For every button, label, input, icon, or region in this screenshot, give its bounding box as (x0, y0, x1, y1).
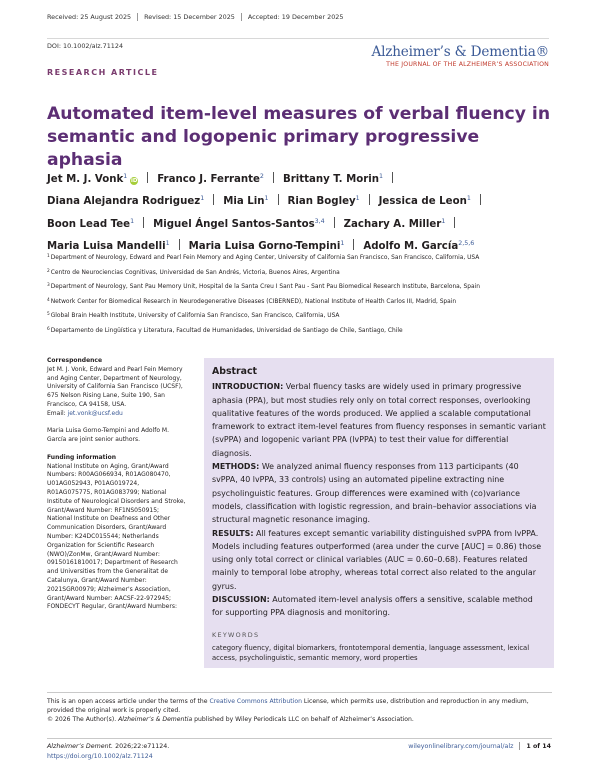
orcid-icon[interactable]: iD (131, 178, 138, 184)
sidebar-notes (47, 357, 197, 612)
funding-line: Institute of Neurological Disorders and Stroke, (47, 497, 186, 505)
divider (241, 13, 242, 21)
journal-logo[interactable] (372, 44, 550, 68)
page-info (408, 742, 551, 750)
author[interactable]: Mia Lin$^1$ (223, 195, 269, 208)
divider (519, 742, 520, 750)
divider (147, 172, 148, 183)
keywords: category fluency, digital biomarkers, frontotemporal dementia, language assessment, lexical access, psycholinguistic, semantic memory, word properties (212, 643, 530, 663)
funding-line: 09150161810017; Department of Research (47, 559, 178, 567)
funding-line: Communication Disorders, Grant/Award (47, 524, 167, 532)
affiliations (47, 254, 552, 342)
correspondence-line: Francisco, CA 94158, USA. (47, 400, 127, 408)
abstract-results: RESULTS: All features except semantic variability distinguished svPPA from lvPPA. Models including features outperformed (area under the curve [AUC] = 0.86) those using only total correct or clinical variables (AUC = 0.60–0.68). Features related mainly to temporal lobe atrophy, whereas total correct also related to the angular gyrus. (212, 528, 542, 591)
abstract-box (204, 358, 554, 668)
article-type: RESEARCH ARTICLE (47, 68, 159, 77)
funding-line: National Institute on Deafness and Other (47, 515, 171, 523)
funding-line: Grant/Award Number: RF1NS050915; (47, 506, 160, 514)
author[interactable]: Boon Lead Tee$^1$ (47, 217, 135, 230)
doi[interactable]: DOI: 10.1002/alz.71124 (47, 42, 124, 50)
accepted-date: Accepted: 19 December 2025 (247, 13, 344, 21)
keywords-heading: KEYWORDS (212, 630, 260, 639)
license-notice: This is an open access article under the terms of the Creative Commons Attribution License, which permits use, distribution and reproduction in any medium, provided the original work is properly cited. © 2026 The Author(s). Alzheimer’s & Dementia published by Wiley Periodicals LLC on behalf of Alzheimer’s Association. (47, 697, 553, 725)
revised-date: Revised: 15 December 2025 (144, 13, 235, 21)
abstract-methods: METHODS: We analyzed animal fluency responses from 113 participants (40 svPPA, 40 lvPPA, 33 controls) using an automated pipeline extracting nine psycholinguistic features. Group differences were examined with (co)variance models, classification with logistic regression, and brain–behavior associations via structural magnetic resonance imaging. (212, 462, 537, 525)
abstract-introduction: INTRODUCTION: Verbal fluency tasks are widely used in primary progressive aphasia (PPA), but most studies rely only on total correct responses, overlooking qualitative features of the words produced. We applied a scalable computational framework to extract item-level features from fluency responses in semantic variant (svPPA) and logopenic variant PPA (lvPPA) to test their value for differential diagnosis. (212, 382, 546, 458)
funding-line: Numbers: R00AG066934, R01AG080470, (47, 471, 171, 479)
page-number: 1 of 14 (526, 742, 551, 750)
received-date: Received: 25 August 2025 (47, 13, 132, 21)
funding-line: National Institute on Aging, Grant/Award (47, 462, 169, 470)
author[interactable]: Zachary A. Miller$^1$ (343, 217, 446, 230)
funding-line: FONDECYT Regular, Grant/Award Numbers: (47, 603, 177, 611)
divider (179, 239, 180, 250)
affiliation: $^3$Department of Neurology, Sant Pau Memory Unit, Hospital de la Santa Creu I Sant Pau - Sant Pau Biomedical Research Institute, Barcelona, Spain (47, 283, 480, 291)
affiliation: $^1$Department of Neurology, Edward and Pearl Fein Memory and Aging Center, University of California San Francisco, San Francisco, California, USA (47, 254, 480, 261)
correspondence-line: Jet M. J. Vonk, Edward and Pearl Fein Memory (47, 365, 183, 373)
author-list (47, 167, 557, 257)
author[interactable]: Franco J. Ferrante$^2$ (157, 173, 264, 185)
correspondence-line: 675 Nelson Rising Lane, Suite 190, San (47, 392, 165, 400)
funding-line: Grant/Award Number: AACSF-22-972945; (47, 594, 172, 602)
journal-name: Alzheimer’s & Dementia® (371, 44, 549, 60)
author[interactable]: Maria Luisa Gorno-Tempini$^1$ (188, 240, 345, 253)
author[interactable]: Maria Luisa Mandelli$^1$ (47, 240, 170, 253)
funding-line: 2021SGR00979; Alzheimer's Association, (47, 585, 171, 593)
divider (278, 194, 279, 205)
footer-rule (47, 738, 552, 739)
divider (392, 172, 393, 183)
article-title: Automated item-level measures of verbal fluency in semantic and logopenic primary progressive aphasia (47, 104, 551, 170)
funding-line: R01AG075775, R01AG083799; National (47, 488, 167, 496)
journal-subtitle: THE JOURNAL OF THE ALZHEIMER’S ASSOCIATION (386, 61, 549, 68)
correspondence-line: University of California San Francisco (UCSF), (47, 383, 183, 391)
copyright: © 2026 The Author(s). Alzheimer’s & Dementia published by Wiley Periodicals LLC on behalf of Alzheimer’s Association. (47, 716, 414, 724)
divider (334, 217, 335, 228)
author[interactable]: Rian Bogley$^1$ (287, 195, 360, 208)
divider (353, 239, 354, 250)
cc-license-link[interactable]: Creative Commons Attribution (209, 698, 302, 705)
footer-rule (47, 692, 552, 693)
funding-line: Number: K24DC015544; Netherlands (47, 532, 159, 540)
senior-author-note: Maria Luisa Gorno-Tempini and Adolfo M. (47, 427, 170, 435)
author[interactable]: Miguel Ángel Santos-Santos$^{3,4}$ (153, 217, 325, 230)
funding-line: (NWO)/ZonMw, Grant/Award Number: (47, 550, 160, 558)
citation: Alzheimer’s Dement. 2026;22:e71124. https://doi.org/10.1002/alz.71124 (47, 743, 170, 760)
funding-heading: Funding information (47, 453, 116, 461)
abstract-heading: Abstract (212, 366, 258, 377)
header-rule (47, 38, 549, 39)
email-link[interactable]: jet.vonk@ucsf.edu (67, 409, 123, 417)
correspondence-line: and Aging Center, Department of Neurology, (47, 374, 182, 382)
divider (137, 13, 138, 21)
funding-line: Organization for Scientific Research (47, 541, 155, 549)
correspondence-heading: Correspondence (47, 357, 103, 364)
affiliation: $^5$Global Brain Health Institute, University of California San Francisco, San Francisco, California, USA (47, 312, 340, 320)
email-line: Email: jet.vonk@ucsf.edu (47, 409, 123, 417)
doi-link[interactable]: https://doi.org/10.1002/alz.71124 (47, 753, 153, 760)
divider (213, 194, 214, 205)
article-history (47, 13, 343, 21)
divider (480, 194, 481, 205)
divider (273, 172, 274, 183)
affiliation: $^2$Centro de Neurociencias Cognitivas, Universidad de San Andrés, Victoria, Buenos Aires, Argentina (47, 268, 340, 276)
divider (369, 194, 370, 205)
abstract-discussion: DISCUSSION: Automated item-level analysis offers a sensitive, scalable method for supporting PPA diagnosis and monitoring. (212, 595, 533, 618)
funding-line: and Universities from the Generalitat de (47, 568, 169, 576)
author[interactable]: Brittany T. Morin$^1$ (282, 173, 384, 185)
journal-site-link[interactable]: wileyonlinelibrary.com/journal/alz (408, 742, 514, 750)
senior-author-note: García are joint senior authors. (47, 436, 141, 444)
author[interactable]: Diana Alejandra Rodriguez$^1$ (47, 195, 205, 208)
divider (143, 217, 144, 228)
funding-line: Catalunya, Grant/Award Number: (47, 576, 147, 584)
affiliation: $^6$Departamento de Lingüística y Literatura, Facultad de Humanidades, Universidad de Santiago de Chile, Santiago, Chile (47, 326, 403, 334)
affiliation: $^4$Network Center for Biomedical Research in Neurodegenerative Diseases (CIBERNED), National Institute of Health Carlos III, Madrid, Spain (47, 297, 457, 305)
author[interactable]: Jessica de Leon$^1$ (378, 195, 471, 208)
author[interactable]: Jet M. J. Vonk$^1$iD (47, 173, 138, 185)
divider (454, 217, 455, 228)
funding-line: U01AG052943, P01AG019724, (47, 480, 140, 488)
author[interactable]: Adolfo M. García$^{2,5,6}$ (363, 240, 475, 253)
